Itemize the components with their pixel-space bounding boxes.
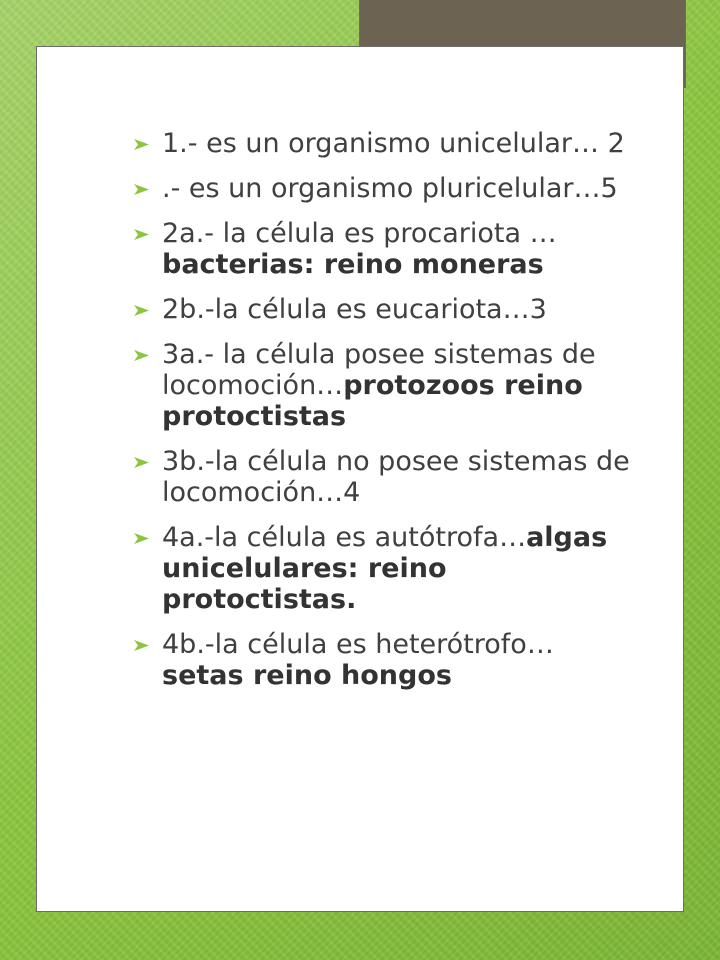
arrow-bullet-icon [134, 305, 149, 316]
bullet-bold-text: setas reino hongos [162, 660, 452, 691]
bullet-bold-text: protozoos reino protoctistas [162, 370, 583, 432]
bullet-bold-text: bacterias: reino moneras [162, 249, 544, 280]
bullet-bold-text: algas unicelulares: reino protoctistas. [162, 522, 608, 615]
bullet-item-7 [132, 522, 632, 615]
bullet-item-8 [132, 629, 632, 691]
bullet-text: 1.- es un organismo unicelular… 2 [162, 128, 625, 159]
arrow-bullet-icon [134, 533, 149, 544]
bullet-text: 4a.-la célula es autótrofa… [162, 522, 527, 553]
bullet-list [132, 128, 632, 705]
arrow-bullet-icon [134, 229, 149, 240]
bullet-text: 3b.-la célula no posee sistemas de locomoción…4 [162, 446, 630, 508]
bullet-item-2 [132, 173, 632, 204]
bullet-text: 4b.-la célula es heterótrofo… [162, 629, 554, 660]
bullet-text: 2b.-la célula es eucariota…3 [162, 294, 547, 325]
bullet-item-6 [132, 446, 632, 508]
bullet-text: 2a.- la célula es procariota … [162, 218, 557, 249]
bullet-text: .- es un organismo pluricelular…5 [162, 173, 618, 204]
bullet-item-4 [132, 294, 632, 325]
bullet-item-1 [132, 128, 632, 159]
arrow-bullet-icon [134, 139, 149, 150]
arrow-bullet-icon [134, 640, 149, 651]
bullet-item-5 [132, 339, 632, 432]
arrow-bullet-icon [134, 350, 149, 361]
arrow-bullet-icon [134, 457, 149, 468]
arrow-bullet-icon [134, 184, 149, 195]
bullet-item-3 [132, 218, 632, 280]
bullet-text: 3a.- la célula posee sistemas de locomoción… [162, 339, 596, 401]
